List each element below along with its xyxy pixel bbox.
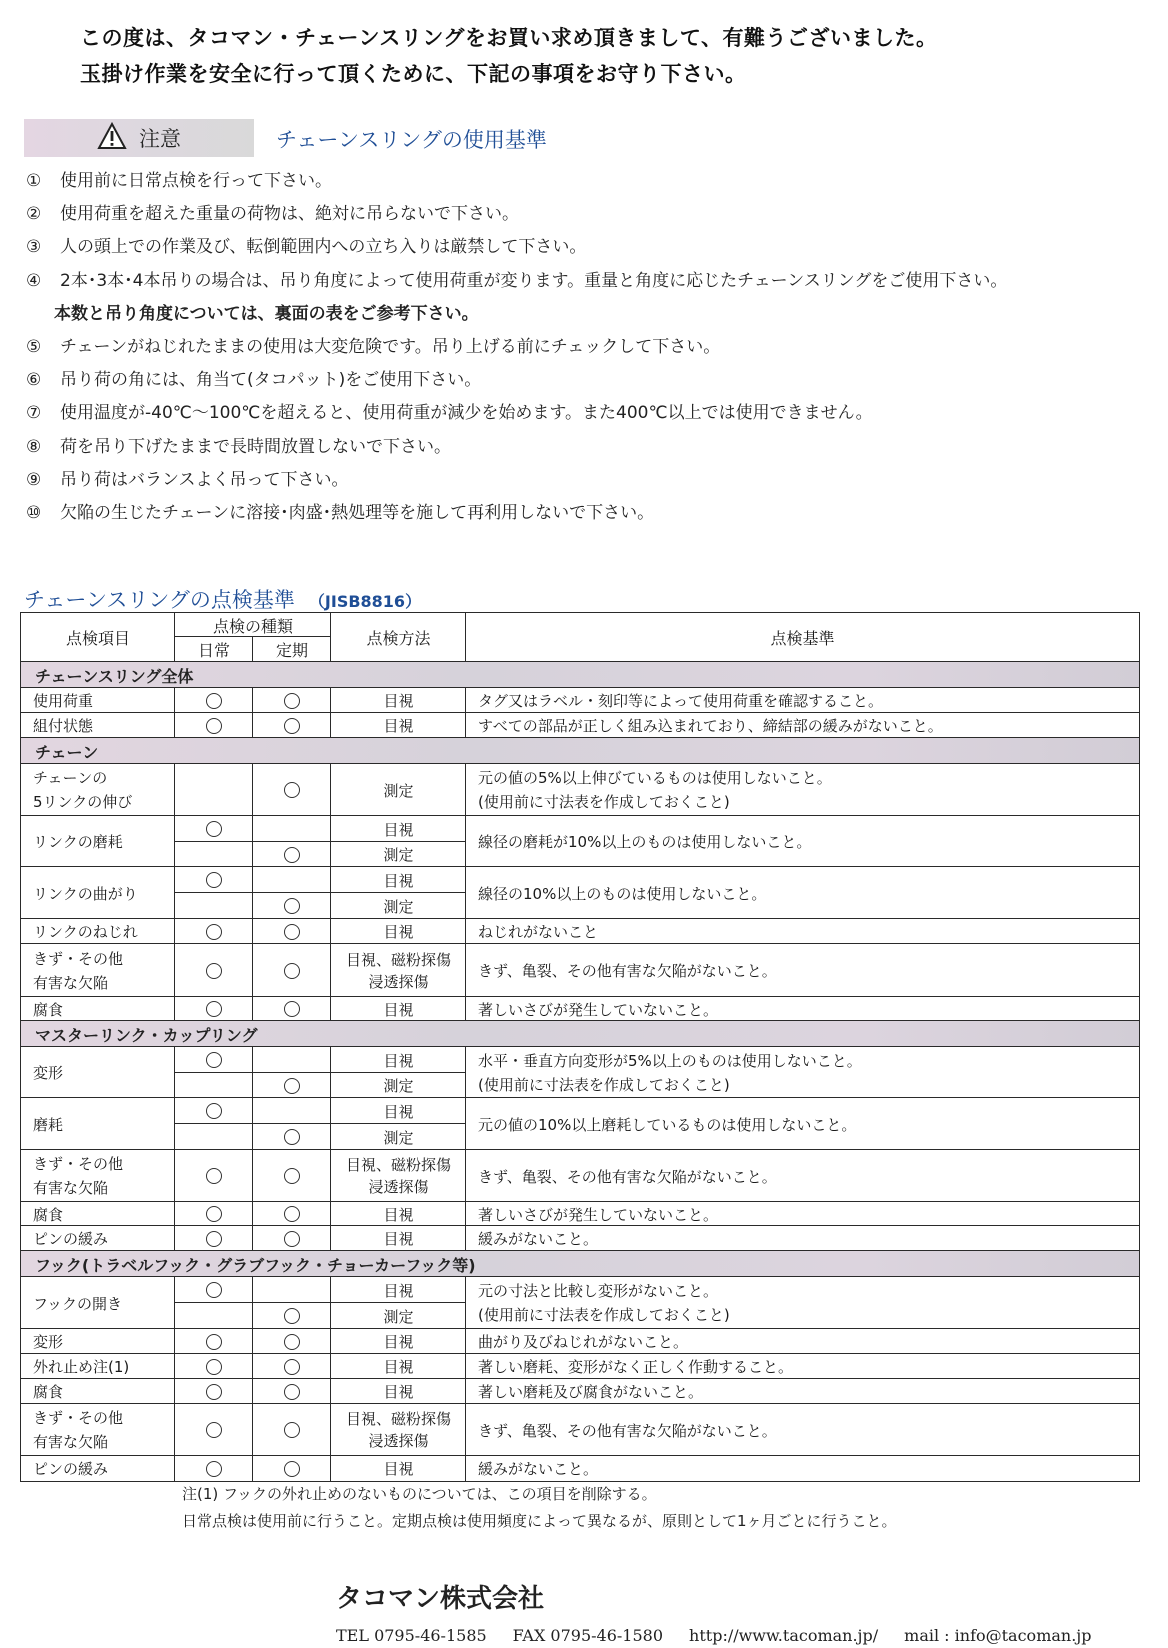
table-cell-item bbox=[20, 996, 176, 1022]
table-cell-item-text: 外れ止め注(1) bbox=[33, 1358, 130, 1376]
check-mark-circle-icon bbox=[206, 924, 222, 940]
table-cell-criteria-text: 水平・垂直方向変形が5%以上のものは使用しないこと。 bbox=[478, 1051, 862, 1070]
table-cell-daily bbox=[174, 1097, 254, 1125]
rule-number: ⑥ bbox=[26, 370, 42, 390]
check-mark-circle-icon bbox=[284, 1129, 300, 1145]
table-cell-item bbox=[20, 1046, 176, 1099]
table-cell-criteria-text: 著しい磨耗、変形がなく正しく作動すること。 bbox=[478, 1358, 794, 1376]
usage-rule bbox=[26, 465, 349, 490]
check-mark-circle-icon bbox=[284, 924, 300, 940]
fax: FAX 0795-46-1580 bbox=[512, 1626, 664, 1645]
table-cell-item bbox=[20, 1328, 176, 1355]
rule-text: 荷を吊り下げたままで長時間放置しないで下さい。 bbox=[60, 437, 451, 457]
check-mark-circle-icon bbox=[206, 1103, 222, 1119]
check-mark-circle-icon bbox=[206, 718, 222, 734]
table-cell-item-text: 変形 bbox=[33, 1333, 64, 1351]
header-criteria: 点検基準 bbox=[465, 612, 1140, 663]
table-cell-criteria bbox=[465, 866, 1140, 920]
table-cell-item-text: 腐食 bbox=[33, 1000, 64, 1019]
table-cell-item-text: リンクの磨耗 bbox=[33, 833, 123, 851]
table-cell-daily bbox=[174, 1378, 254, 1405]
table-cell-criteria-text: きず、亀裂、その他有害な欠陥がないこと。 bbox=[478, 962, 777, 980]
table-cell-method bbox=[330, 1403, 467, 1457]
table-cell-criteria bbox=[465, 1046, 1140, 1099]
table-cell-method-text: 測定 bbox=[383, 1128, 414, 1147]
header-item: 点検項目 bbox=[20, 612, 176, 663]
table-cell-method bbox=[330, 1455, 467, 1482]
table-cell-method bbox=[330, 1353, 467, 1380]
table-cell-criteria-text: 線径の磨耗が10%以上のものは使用しないこと。 bbox=[478, 833, 812, 851]
usage-standard-title: チェーンスリングの使用基準 bbox=[276, 128, 547, 152]
table-cell-criteria-text: きず、亀裂、その他有害な欠陥がないこと。 bbox=[478, 1421, 777, 1440]
table-cell-criteria-text: 線径の10%以上のものは使用しないこと。 bbox=[478, 884, 767, 903]
table-cell-daily bbox=[174, 1225, 254, 1252]
table-cell-periodic bbox=[252, 866, 332, 894]
table-cell-criteria bbox=[465, 1455, 1140, 1482]
table-cell-item-text: リンクのねじれ bbox=[33, 923, 138, 941]
rule-text: 使用前に日常点検を行って下さい。 bbox=[60, 171, 332, 191]
table-cell-criteria bbox=[465, 1378, 1140, 1405]
table-cell-criteria bbox=[465, 1225, 1140, 1252]
table-cell-item bbox=[20, 1378, 176, 1405]
table-cell-periodic bbox=[252, 1276, 332, 1304]
table-cell-item-text: 使用荷重 bbox=[33, 692, 94, 710]
table-cell-periodic bbox=[252, 1046, 332, 1074]
table-cell-method-text: 測定 bbox=[383, 846, 414, 864]
table-cell-item bbox=[20, 943, 176, 998]
table-cell-item bbox=[20, 1149, 176, 1203]
table-cell-item-text: チェーンの bbox=[33, 769, 108, 787]
table-cell-method bbox=[330, 1201, 467, 1227]
table-cell-criteria bbox=[465, 943, 1140, 998]
table-cell-criteria bbox=[465, 1353, 1140, 1380]
table-cell-criteria-text: 元の値の5%以上伸びているものは使用しないこと。 bbox=[478, 769, 832, 787]
table-cell-criteria-text: 曲がり及びねじれがないこと。 bbox=[478, 1333, 689, 1351]
usage-rule bbox=[26, 365, 481, 390]
table-cell-item-text: きず・その他 bbox=[33, 1409, 124, 1427]
table-section-header: マスターリンク・カップリング bbox=[20, 1020, 1140, 1048]
table-cell-periodic bbox=[252, 1201, 332, 1227]
table-cell-item-text: きず・その他 bbox=[33, 1155, 124, 1173]
table-cell-periodic bbox=[252, 763, 332, 817]
table-cell-method bbox=[330, 1123, 467, 1151]
rule-text: 吊り荷はバランスよく吊って下さい。 bbox=[60, 470, 349, 490]
table-cell-item-text: 5リンクの伸び bbox=[33, 793, 133, 811]
inspection-title-text: チェーンスリングの点検基準 bbox=[24, 588, 295, 612]
usage-rule bbox=[26, 166, 332, 191]
table-cell-criteria bbox=[465, 1276, 1140, 1330]
check-mark-circle-icon bbox=[284, 1001, 300, 1017]
table-cell-criteria bbox=[465, 918, 1140, 945]
table-cell-periodic bbox=[252, 687, 332, 714]
table-cell-criteria-text: 著しいさびが発生していないこと。 bbox=[478, 1000, 719, 1019]
table-cell-method-text: 目視 bbox=[383, 1383, 414, 1401]
check-mark-circle-icon bbox=[284, 1206, 300, 1222]
usage-rule bbox=[26, 266, 1007, 291]
table-cell-periodic bbox=[252, 712, 332, 739]
rule-number: ⑦ bbox=[26, 403, 42, 423]
table-cell-method bbox=[330, 1378, 467, 1405]
table-cell-method bbox=[330, 996, 467, 1022]
table-cell-daily bbox=[174, 1201, 254, 1227]
header-method: 点検方法 bbox=[330, 612, 467, 663]
contact-info bbox=[336, 1626, 1118, 1645]
check-mark-circle-icon bbox=[206, 1052, 222, 1068]
table-cell-method bbox=[330, 1097, 467, 1125]
table-cell-method-text: 測定 bbox=[383, 897, 414, 916]
table-cell-item-text: ピンの緩み bbox=[33, 1230, 109, 1248]
table-cell-criteria-text: タグ又はラベル・刻印等によって使用荷重を確認すること。 bbox=[478, 692, 884, 710]
table-cell-criteria bbox=[465, 712, 1140, 739]
table-cell-criteria-text: 緩みがないこと。 bbox=[478, 1230, 599, 1248]
table-cell-method-text: 浸透探傷 bbox=[368, 1178, 429, 1196]
check-mark-circle-icon bbox=[206, 1282, 222, 1298]
table-cell-method-text: 目視 bbox=[383, 1230, 414, 1248]
warning-triangle-icon bbox=[97, 122, 127, 154]
check-mark-circle-icon bbox=[206, 1359, 222, 1375]
caution-banner bbox=[24, 119, 254, 157]
table-cell-method-text: 目視 bbox=[383, 1051, 414, 1070]
table-cell-method bbox=[330, 1302, 467, 1330]
rule-text: チェーンがねじれたままの使用は大変危険です。吊り上げる前にチェックして下さい。 bbox=[60, 337, 721, 357]
table-cell-method-text: 目視 bbox=[383, 692, 414, 710]
table-section-header: チェーン bbox=[20, 737, 1140, 765]
check-mark-circle-icon bbox=[284, 1231, 300, 1247]
table-cell-criteria-text: 元の値の10%以上磨耗しているものは使用しないこと。 bbox=[478, 1115, 857, 1134]
table-cell-method bbox=[330, 1046, 467, 1074]
table-cell-criteria bbox=[465, 687, 1140, 714]
table-cell-daily bbox=[174, 1302, 254, 1330]
table-cell-method-text: 目視 bbox=[383, 1102, 414, 1121]
table-cell-criteria-text: 著しい磨耗及び腐食がないこと。 bbox=[478, 1383, 704, 1401]
table-cell-item-text: 腐食 bbox=[33, 1383, 64, 1401]
table-cell-periodic bbox=[252, 918, 332, 945]
table-cell-criteria bbox=[465, 1149, 1140, 1203]
table-cell-method bbox=[330, 866, 467, 894]
table-cell-item bbox=[20, 712, 176, 739]
check-mark-circle-icon bbox=[284, 693, 300, 709]
table-cell-daily bbox=[174, 712, 254, 739]
check-mark-circle-icon bbox=[206, 1168, 222, 1184]
table-cell-daily bbox=[174, 1072, 254, 1099]
footnote-1: 注(1) フックの外れ止めのないものについては、この項目を削除する。 bbox=[182, 1485, 657, 1503]
table-cell-daily bbox=[174, 1455, 254, 1482]
table-cell-daily bbox=[174, 763, 254, 817]
table-cell-criteria-text: きず、亀裂、その他有害な欠陥がないこと。 bbox=[478, 1167, 777, 1186]
table-cell-daily bbox=[174, 1353, 254, 1380]
check-mark-circle-icon bbox=[206, 963, 222, 979]
rule-subnote: 本数と吊り角度については、裏面の表をご参考下さい。 bbox=[54, 304, 479, 324]
check-mark-circle-icon bbox=[284, 963, 300, 979]
table-cell-daily bbox=[174, 815, 254, 843]
check-mark-circle-icon bbox=[206, 1231, 222, 1247]
check-mark-circle-icon bbox=[284, 1384, 300, 1400]
check-mark-circle-icon bbox=[206, 1206, 222, 1222]
usage-rule bbox=[26, 232, 586, 257]
table-cell-periodic bbox=[252, 1403, 332, 1457]
table-cell-daily bbox=[174, 1149, 254, 1203]
rule-text: 2本･3本･4本吊りの場合は、吊り角度によって使用荷重が変ります。重量と角度に応じたチェーンスリングをご使用下さい。 bbox=[60, 271, 1008, 291]
footnote-2: 日常点検は使用前に行うこと。定期点検は使用頻度によって異なるが、原則として1ヶ月ごとに行うこと。 bbox=[182, 1512, 897, 1530]
inspection-title bbox=[24, 584, 421, 614]
table-section-header: フック(トラベルフック・グラブフック・チョーカーフック等) bbox=[20, 1250, 1140, 1278]
table-cell-item bbox=[20, 687, 176, 714]
usage-rule bbox=[26, 398, 873, 423]
table-cell-daily bbox=[174, 918, 254, 945]
rule-number: ⑩ bbox=[26, 503, 42, 523]
check-mark-circle-icon bbox=[206, 1461, 222, 1477]
table-cell-item bbox=[20, 763, 176, 817]
rule-number: ① bbox=[26, 171, 42, 191]
table-cell-item-text: 変形 bbox=[33, 1064, 64, 1082]
table-cell-method bbox=[330, 1225, 467, 1252]
table-cell-criteria-text: 元の寸法と比較し変形がないこと。 bbox=[478, 1282, 719, 1300]
check-mark-circle-icon bbox=[284, 1422, 300, 1438]
table-cell-daily bbox=[174, 1328, 254, 1355]
rule-number: ⑧ bbox=[26, 437, 42, 457]
table-cell-periodic bbox=[252, 1302, 332, 1330]
table-cell-method bbox=[330, 1072, 467, 1099]
table-cell-method-text: 目視 bbox=[383, 871, 414, 890]
table-cell-periodic bbox=[252, 1072, 332, 1099]
table-cell-periodic bbox=[252, 1353, 332, 1380]
table-cell-method-text: 目視、磁粉探傷 bbox=[345, 1410, 451, 1428]
intro-line-1: この度は、タコマン・チェーンスリングをお買い求め頂きまして、有難うございました。 bbox=[80, 26, 938, 50]
table-cell-criteria-text: ねじれがないこと bbox=[478, 923, 599, 941]
check-mark-circle-icon bbox=[284, 718, 300, 734]
inspection-standard: （JISB8816） bbox=[308, 592, 422, 611]
check-mark-circle-icon bbox=[284, 1168, 300, 1184]
table-cell-method-text: 浸透探傷 bbox=[368, 1432, 429, 1450]
table-cell-item bbox=[20, 815, 176, 868]
table-cell-daily bbox=[174, 892, 254, 920]
table-cell-method bbox=[330, 943, 467, 998]
table-cell-item-text: きず・その他 bbox=[33, 949, 124, 968]
table-cell-daily bbox=[174, 996, 254, 1022]
table-cell-item bbox=[20, 918, 176, 945]
table-cell-method-text: 目視 bbox=[383, 923, 414, 941]
usage-rule bbox=[26, 332, 720, 357]
intro-line-2: 玉掛け作業を安全に行って頂くために、下記の事項をお守り下さい。 bbox=[80, 62, 747, 86]
table-cell-daily bbox=[174, 1123, 254, 1151]
table-cell-item bbox=[20, 1097, 176, 1151]
table-cell-periodic bbox=[252, 1097, 332, 1125]
table-cell-method bbox=[330, 1328, 467, 1355]
email-link[interactable]: mail : info@tacoman.jp bbox=[904, 1626, 1092, 1645]
table-cell-periodic bbox=[252, 815, 332, 843]
table-cell-method bbox=[330, 687, 467, 714]
table-cell-item bbox=[20, 1201, 176, 1227]
table-cell-periodic bbox=[252, 841, 332, 868]
usage-rule bbox=[26, 498, 654, 523]
table-cell-method bbox=[330, 712, 467, 739]
check-mark-circle-icon bbox=[206, 821, 222, 837]
table-cell-periodic bbox=[252, 892, 332, 920]
table-cell-method-text: 目視 bbox=[383, 717, 414, 735]
rule-number: ⑤ bbox=[26, 337, 42, 357]
table-cell-item-text: 腐食 bbox=[33, 1205, 64, 1224]
rule-number: ④ bbox=[26, 271, 42, 291]
table-cell-method-text: 目視 bbox=[383, 1333, 414, 1351]
table-cell-periodic bbox=[252, 1123, 332, 1151]
header-daily: 日常 bbox=[174, 636, 254, 663]
check-mark-circle-icon bbox=[284, 1308, 300, 1324]
table-cell-item bbox=[20, 1225, 176, 1252]
table-cell-periodic bbox=[252, 1455, 332, 1482]
rule-number: ⑨ bbox=[26, 470, 42, 490]
table-cell-method bbox=[330, 892, 467, 920]
table-cell-criteria bbox=[465, 1328, 1140, 1355]
table-cell-item-text: 有害な欠陥 bbox=[33, 1433, 109, 1451]
table-cell-method bbox=[330, 815, 467, 843]
table-cell-daily bbox=[174, 841, 254, 868]
table-cell-item-text: 有害な欠陥 bbox=[33, 1179, 109, 1197]
company-name: タコマン株式会社 bbox=[336, 1584, 545, 1614]
check-mark-circle-icon bbox=[206, 1001, 222, 1017]
table-cell-item bbox=[20, 866, 176, 920]
table-cell-criteria bbox=[465, 1403, 1140, 1457]
rule-text: 使用温度が-40℃～100℃を超えると、使用荷重が減少を始めます。また400℃以上では使用できません。 bbox=[60, 403, 873, 423]
check-mark-circle-icon bbox=[206, 1422, 222, 1438]
table-cell-method-text: 目視 bbox=[383, 1000, 414, 1019]
table-cell-daily bbox=[174, 943, 254, 998]
rule-text: 吊り荷の角には、角当て(タコパット)をご使用下さい。 bbox=[60, 370, 482, 390]
table-cell-criteria-text: (使用前に寸法表を作成しておくこと) bbox=[478, 793, 730, 811]
check-mark-circle-icon bbox=[284, 1334, 300, 1350]
table-cell-criteria bbox=[465, 763, 1140, 817]
table-cell-criteria-text: (使用前に寸法表を作成しておくこと) bbox=[478, 1075, 730, 1094]
table-cell-method-text: 測定 bbox=[383, 781, 414, 800]
table-cell-item bbox=[20, 1455, 176, 1482]
table-cell-item bbox=[20, 1403, 176, 1457]
check-mark-circle-icon bbox=[284, 1359, 300, 1375]
table-cell-method-text: 目視 bbox=[383, 1205, 414, 1224]
header-periodic: 定期 bbox=[252, 636, 332, 663]
check-mark-circle-icon bbox=[284, 1078, 300, 1094]
inspection-table bbox=[20, 612, 1140, 1480]
table-cell-daily bbox=[174, 687, 254, 714]
table-cell-periodic bbox=[252, 943, 332, 998]
website-link[interactable]: http://www.tacoman.jp/ bbox=[689, 1626, 879, 1645]
table-cell-periodic bbox=[252, 1378, 332, 1405]
table-cell-criteria bbox=[465, 996, 1140, 1022]
table-cell-method-text: 測定 bbox=[383, 1307, 414, 1326]
usage-rule bbox=[26, 432, 451, 457]
check-mark-circle-icon bbox=[206, 1384, 222, 1400]
table-cell-criteria-text: 緩みがないこと。 bbox=[478, 1460, 599, 1478]
rule-text: 人の頭上での作業及び、転倒範囲内への立ち入りは厳禁して下さい。 bbox=[60, 237, 587, 257]
table-cell-method bbox=[330, 1276, 467, 1304]
table-cell-criteria bbox=[465, 1201, 1140, 1227]
table-cell-criteria bbox=[465, 1097, 1140, 1151]
check-mark-circle-icon bbox=[284, 782, 300, 798]
table-cell-criteria-text: 著しいさびが発生していないこと。 bbox=[478, 1205, 719, 1224]
table-cell-item bbox=[20, 1353, 176, 1380]
caution-label: 注意 bbox=[139, 127, 181, 151]
tel: TEL 0795-46-1585 bbox=[336, 1626, 487, 1645]
header-type: 点検の種類 bbox=[174, 612, 332, 638]
table-cell-item-text: フックの開き bbox=[33, 1294, 122, 1313]
check-mark-circle-icon bbox=[206, 872, 222, 888]
table-cell-periodic bbox=[252, 1328, 332, 1355]
table-cell-item-text: ピンの緩み bbox=[33, 1460, 109, 1478]
table-cell-method-text: 浸透探傷 bbox=[368, 972, 429, 991]
table-cell-item-text: リンクの曲がり bbox=[33, 884, 138, 903]
check-mark-circle-icon bbox=[284, 1461, 300, 1477]
check-mark-circle-icon bbox=[284, 847, 300, 863]
table-cell-daily bbox=[174, 1403, 254, 1457]
table-cell-method-text: 目視 bbox=[383, 1358, 414, 1376]
table-cell-method bbox=[330, 763, 467, 817]
check-mark-circle-icon bbox=[206, 693, 222, 709]
table-cell-method-text: 目視 bbox=[383, 820, 414, 839]
table-cell-periodic bbox=[252, 1149, 332, 1203]
table-cell-item-text: 磨耗 bbox=[33, 1115, 64, 1134]
table-cell-daily bbox=[174, 866, 254, 894]
table-section-header: チェーンスリング全体 bbox=[20, 661, 1140, 689]
table-cell-criteria-text: すべての部品が正しく組み込まれており、締結部の緩みがないこと。 bbox=[478, 717, 943, 735]
rule-number: ③ bbox=[26, 237, 42, 257]
usage-rule bbox=[26, 199, 519, 224]
table-cell-item bbox=[20, 1276, 176, 1330]
table-cell-item-text: 有害な欠陥 bbox=[33, 973, 109, 992]
table-cell-method bbox=[330, 841, 467, 868]
check-mark-circle-icon bbox=[206, 1334, 222, 1350]
table-cell-daily bbox=[174, 1046, 254, 1074]
table-cell-method-text: 目視、磁粉探傷 bbox=[345, 1156, 451, 1174]
table-cell-periodic bbox=[252, 996, 332, 1022]
table-cell-method bbox=[330, 1149, 467, 1203]
table-cell-periodic bbox=[252, 1225, 332, 1252]
table-cell-method-text: 目視 bbox=[383, 1281, 414, 1300]
rule-number: ② bbox=[26, 204, 42, 224]
table-cell-method-text: 目視 bbox=[383, 1460, 414, 1478]
table-cell-method-text: 目視、磁粉探傷 bbox=[345, 950, 451, 969]
table-cell-criteria-text: (使用前に寸法表を作成しておくこと) bbox=[478, 1306, 730, 1324]
table-cell-item-text: 組付状態 bbox=[33, 717, 94, 735]
check-mark-circle-icon bbox=[284, 898, 300, 914]
table-cell-daily bbox=[174, 1276, 254, 1304]
table-cell-method-text: 測定 bbox=[383, 1077, 414, 1095]
rule-text: 欠陥の生じたチェーンに溶接･肉盛･熱処理等を施して再利用しないで下さい。 bbox=[60, 503, 655, 523]
rule-text: 使用荷重を超えた重量の荷物は、絶対に吊らないで下さい。 bbox=[60, 204, 519, 224]
table-cell-method bbox=[330, 918, 467, 945]
table-cell-criteria bbox=[465, 815, 1140, 868]
